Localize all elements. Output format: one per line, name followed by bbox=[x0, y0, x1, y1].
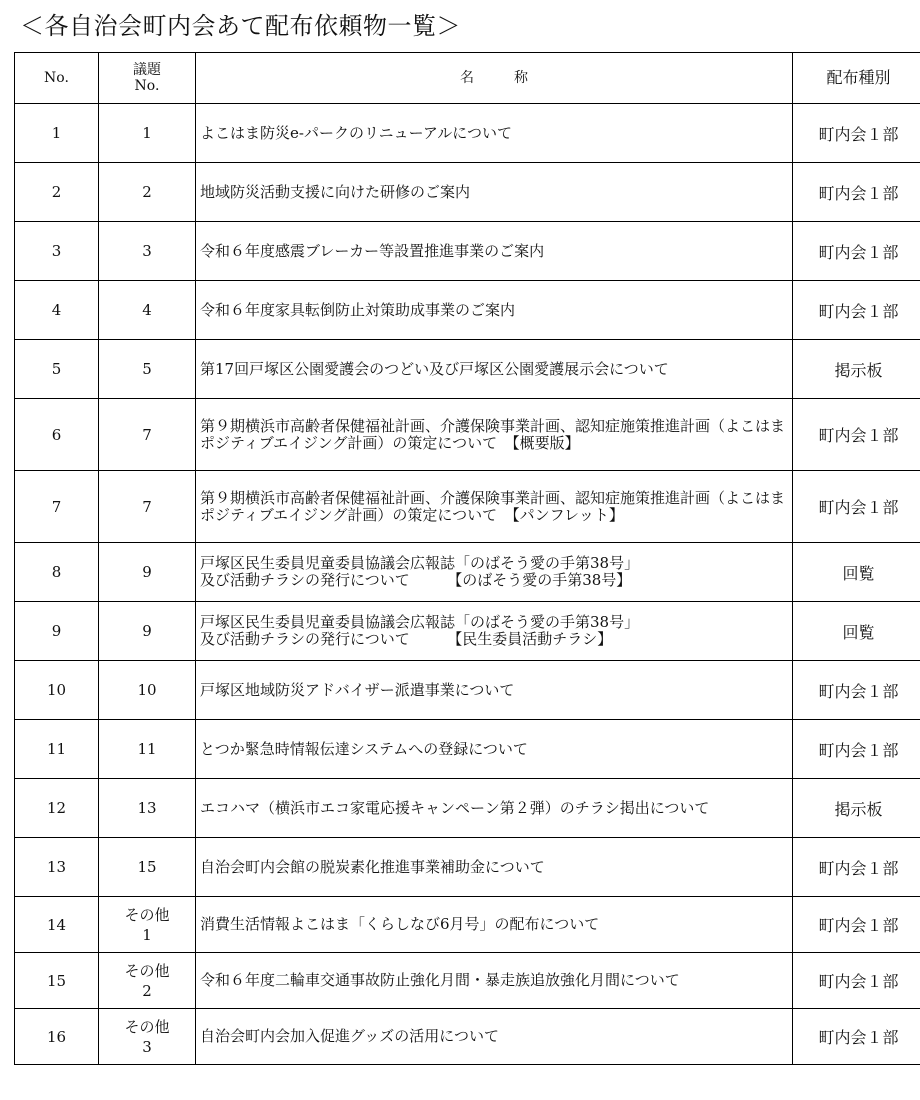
row-no: 13 bbox=[15, 838, 99, 897]
header-agenda-no bbox=[99, 53, 196, 104]
row-distribution-type: 町内会１部 bbox=[793, 897, 920, 953]
row-no: 3 bbox=[15, 222, 99, 281]
row-agenda-no bbox=[99, 897, 196, 953]
row-name-text: よこはま防災e-パークのリニューアルについて bbox=[200, 123, 512, 142]
row-agenda-line1: その他 bbox=[124, 905, 170, 924]
row-name bbox=[196, 471, 793, 543]
row-distribution-type: 町内会１部 bbox=[793, 222, 920, 281]
row-name bbox=[196, 720, 793, 779]
header-name-part2: 称 bbox=[514, 70, 528, 86]
header-agenda-line2: No. bbox=[134, 78, 160, 94]
header-agenda-line1: 議題 bbox=[133, 62, 161, 78]
header-name bbox=[196, 53, 793, 104]
row-name-text: 自治会町内会館の脱炭素化推進事業補助金について bbox=[200, 857, 545, 876]
row-agenda-no: 10 bbox=[99, 661, 196, 720]
distribution-list-table bbox=[14, 52, 920, 1065]
row-no: 15 bbox=[15, 953, 99, 1009]
row-agenda-line1: その他 bbox=[124, 961, 170, 980]
table-row bbox=[15, 163, 920, 222]
row-agenda-no: 9 bbox=[99, 543, 196, 602]
row-name-line2: 及び活動チラシの発行について 【のばそう愛の手第38号】 bbox=[200, 571, 632, 589]
row-distribution-type: 町内会１部 bbox=[793, 953, 920, 1009]
row-agenda-no: 1 bbox=[99, 104, 196, 163]
row-distribution-type: 回覧 bbox=[793, 543, 920, 602]
row-distribution-type: 掲示板 bbox=[793, 340, 920, 399]
row-name-line1: 戸塚区民生委員児童委員協議会広報誌「のばそう愛の手第38号」 bbox=[200, 554, 640, 572]
row-no: 8 bbox=[15, 543, 99, 602]
row-agenda-no: 3 bbox=[99, 222, 196, 281]
row-agenda-line2: 3 bbox=[142, 1037, 152, 1056]
row-name-text: 令和６年度二輪車交通事故防止強化月間・暴走族追放強化月間について bbox=[200, 971, 680, 989]
row-distribution-type: 町内会１部 bbox=[793, 104, 920, 163]
row-name-text: 第17回戸塚区公園愛護会のつどい及び戸塚区公園愛護展示会について bbox=[200, 359, 669, 378]
row-name bbox=[196, 163, 793, 222]
row-name bbox=[196, 953, 793, 1009]
document-title: ＜各自治会町内会あて配布依頼物一覧＞ bbox=[20, 12, 461, 40]
table-row bbox=[15, 897, 920, 953]
row-no: 12 bbox=[15, 779, 99, 838]
row-agenda-line1: その他 bbox=[124, 1017, 170, 1036]
row-name-text: エコハマ（横浜市エコ家電応援キャンペーン第２弾）のチラシ掲出について bbox=[200, 798, 710, 817]
row-agenda-no bbox=[99, 953, 196, 1009]
row-name bbox=[196, 661, 793, 720]
row-distribution-type: 町内会１部 bbox=[793, 399, 920, 471]
row-no: 2 bbox=[15, 163, 99, 222]
table-row bbox=[15, 720, 920, 779]
row-name-text: 地域防災活動支援に向けた研修のご案内 bbox=[200, 182, 471, 201]
table-row bbox=[15, 471, 920, 543]
row-name bbox=[196, 897, 793, 953]
row-agenda-no: 9 bbox=[99, 602, 196, 661]
table-row bbox=[15, 779, 920, 838]
row-distribution-type: 回覧 bbox=[793, 602, 920, 661]
row-no: 14 bbox=[15, 897, 99, 953]
row-agenda-no: 13 bbox=[99, 779, 196, 838]
table-row bbox=[15, 953, 920, 1009]
table-header-row bbox=[15, 53, 920, 104]
row-distribution-type: 町内会１部 bbox=[793, 1009, 920, 1065]
row-name-text: 戸塚区地域防災アドバイザー派遣事業について bbox=[200, 680, 515, 699]
row-agenda-line2: 2 bbox=[142, 981, 152, 1000]
table-row bbox=[15, 281, 920, 340]
row-name-text: とつか緊急時情報伝達システムへの登録について bbox=[200, 739, 528, 758]
row-agenda-no: 7 bbox=[99, 471, 196, 543]
row-name bbox=[196, 838, 793, 897]
row-agenda-no: 15 bbox=[99, 838, 196, 897]
row-distribution-type: 町内会１部 bbox=[793, 281, 920, 340]
row-name bbox=[196, 779, 793, 838]
table-row bbox=[15, 222, 920, 281]
row-name bbox=[196, 543, 793, 602]
row-name bbox=[196, 1009, 793, 1065]
row-agenda-no: 4 bbox=[99, 281, 196, 340]
table-row bbox=[15, 838, 920, 897]
row-name bbox=[196, 340, 793, 399]
row-agenda-no: 2 bbox=[99, 163, 196, 222]
row-name-text: 令和６年度家具転倒防止対策助成事業のご案内 bbox=[200, 300, 516, 319]
row-distribution-type: 町内会１部 bbox=[793, 471, 920, 543]
row-name-line1: 戸塚区民生委員児童委員協議会広報誌「のばそう愛の手第38号」 bbox=[200, 613, 640, 631]
row-name bbox=[196, 399, 793, 471]
row-no: 9 bbox=[15, 602, 99, 661]
table-row bbox=[15, 602, 920, 661]
header-distribution-type: 配布種別 bbox=[793, 53, 920, 104]
row-distribution-type: 町内会１部 bbox=[793, 838, 920, 897]
row-name-text: 第９期横浜市高齢者保健福祉計画、介護保険事業計画、認知症施策推進計画（よこはまポジティブエイジング計画）の策定について 【パンフレット】 bbox=[200, 488, 786, 524]
row-distribution-type: 町内会１部 bbox=[793, 163, 920, 222]
row-agenda-line2: 1 bbox=[142, 925, 152, 944]
row-agenda-no: 7 bbox=[99, 399, 196, 471]
row-name-line2: 及び活動チラシの発行について 【民生委員活動チラシ】 bbox=[200, 630, 613, 648]
table-row bbox=[15, 399, 920, 471]
row-distribution-type: 町内会１部 bbox=[793, 720, 920, 779]
row-no: 11 bbox=[15, 720, 99, 779]
row-agenda-no bbox=[99, 1009, 196, 1065]
header-no: No. bbox=[15, 53, 99, 104]
row-name-text: 消費生活情報よこはま「くらしなび6月号」の配布について bbox=[200, 915, 600, 933]
row-name-text: 令和６年度感震ブレーカー等設置推進事業のご案内 bbox=[200, 241, 545, 260]
row-name-text: 第９期横浜市高齢者保健福祉計画、介護保険事業計画、認知症施策推進計画（よこはまポジティブエイジング計画）の策定について 【概要版】 bbox=[200, 416, 786, 452]
row-no: 7 bbox=[15, 471, 99, 543]
row-name bbox=[196, 602, 793, 661]
table-row bbox=[15, 543, 920, 602]
table-row bbox=[15, 104, 920, 163]
row-no: 5 bbox=[15, 340, 99, 399]
row-no: 16 bbox=[15, 1009, 99, 1065]
row-no: 4 bbox=[15, 281, 99, 340]
row-name bbox=[196, 222, 793, 281]
table-row bbox=[15, 1009, 920, 1065]
row-no: 6 bbox=[15, 399, 99, 471]
row-name-text: 自治会町内会加入促進グッズの活用について bbox=[200, 1027, 499, 1045]
row-name bbox=[196, 104, 793, 163]
header-name-part1: 名 bbox=[460, 70, 474, 86]
row-name bbox=[196, 281, 793, 340]
row-agenda-no: 5 bbox=[99, 340, 196, 399]
row-no: 10 bbox=[15, 661, 99, 720]
row-no: 1 bbox=[15, 104, 99, 163]
row-distribution-type: 掲示板 bbox=[793, 779, 920, 838]
table-row bbox=[15, 340, 920, 399]
row-distribution-type: 町内会１部 bbox=[793, 661, 920, 720]
table-row bbox=[15, 661, 920, 720]
row-agenda-no: 11 bbox=[99, 720, 196, 779]
